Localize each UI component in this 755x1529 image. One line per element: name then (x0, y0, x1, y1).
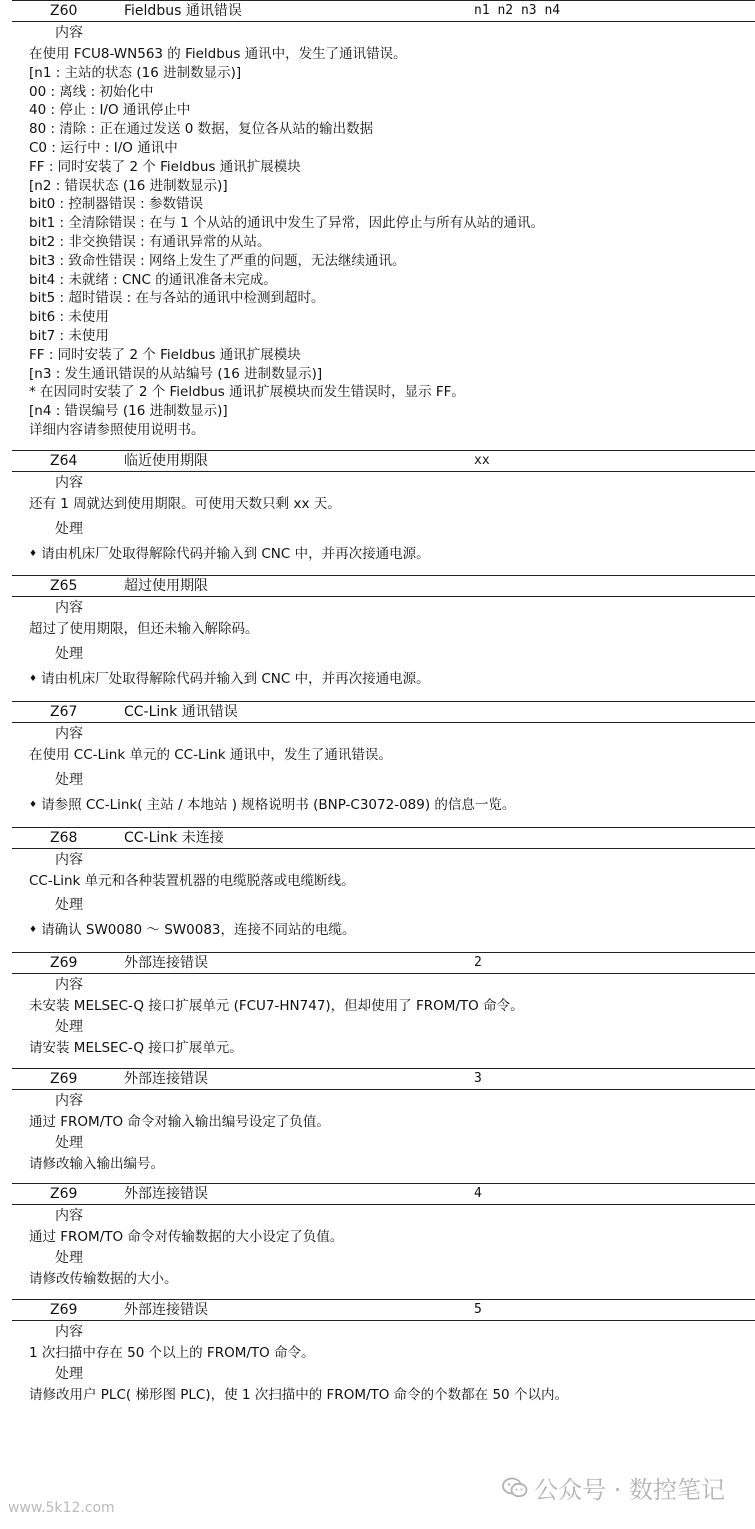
action-label: 处理 (55, 1018, 83, 1035)
action-text: 请修改输入输出编号。 (29, 1155, 164, 1172)
action-label: 处理 (55, 897, 83, 914)
content-label: 内容 (55, 474, 83, 491)
content-text: 在使用 CC-Link 单元的 CC-Link 通讯中，发生了通讯错误。 (29, 746, 392, 763)
action-text: ♦ 请确认 SW0080 ～ SW0083，连接不同站的电缆。 (29, 921, 755, 942)
content-line: [n3 : 发生通讯错误的从站编号 (16 进制数显示)] (29, 365, 323, 382)
content-line: 在使用 FCU8-WN563 的 Fieldbus 通讯中，发生了通讯错误。 (29, 46, 407, 62)
content-label: 内容 (55, 851, 83, 868)
alarm-code: Z69 (50, 1070, 78, 1087)
alarm-header (12, 952, 755, 974)
action-label: 处理 (55, 520, 83, 537)
alarm-header (12, 1068, 755, 1090)
alarm-title: 临近使用期限 (124, 452, 208, 469)
content-text: 超过了使用期限，但还未输入解除码。 (29, 621, 259, 638)
content-text: 还有 1 周就达到使用期限。可使用天数只剩 xx 天。 (29, 495, 341, 512)
action-text: ♦ 请由机床厂处取得解除代码并输入到 CNC 中，并再次接通电源。 (29, 670, 755, 691)
alarm-header (12, 701, 755, 723)
alarm-code: Z65 (50, 578, 78, 595)
alarm-title: Fieldbus 通讯错误 (124, 3, 242, 19)
alarm-params: 5 (474, 1301, 482, 1317)
alarm-header (12, 0, 755, 22)
content-line: [n2 : 错误状态 (16 进制数显示)] (29, 177, 228, 194)
alarm-entry-z68 (0, 827, 755, 953)
content-label: 内容 (55, 1208, 83, 1225)
content-line: [n4 : 错误编号 (16 进制数显示)] (29, 403, 228, 420)
action-text: 请修改传输数据的大小。 (29, 1271, 178, 1288)
alarm-header (12, 1183, 755, 1205)
content-text: 1 次扫描中存在 50 个以上的 FROM/TO 命令。 (29, 1344, 315, 1361)
alarm-code: Z69 (50, 1186, 78, 1203)
content-line: C0 : 运行中 : I/O 通讯中 (29, 139, 178, 156)
action-text: 请安装 MELSEC-Q 接口扩展单元。 (29, 1039, 243, 1056)
alarm-entry-z60 (0, 0, 755, 450)
alarm-params: n1 n2 n3 n4 (474, 3, 561, 18)
content-line: [n1 : 主站的状态 (16 进制数显示)] (29, 64, 242, 81)
alarm-entry-z69-5 (0, 1299, 755, 1405)
watermark (502, 1470, 725, 1505)
content-line: 详细内容请参照使用说明书。 (29, 421, 205, 438)
alarm-title: 外部连接错误 (124, 1186, 208, 1203)
content-label: 内容 (55, 25, 83, 41)
alarm-code: Z64 (50, 452, 78, 469)
content-label: 内容 (55, 600, 83, 617)
alarm-params: 4 (474, 1186, 482, 1202)
alarm-header (12, 575, 755, 597)
alarm-entry-z67 (0, 701, 755, 827)
action-label: 处理 (55, 1134, 83, 1151)
alarm-params: xx (474, 452, 490, 468)
alarm-title: CC-Link 通讯错误 (124, 703, 238, 720)
action-text: ♦ 请由机床厂处取得解除代码并输入到 CNC 中，并再次接通电源。 (29, 545, 755, 566)
alarm-code: Z69 (50, 955, 78, 972)
watermark-text: 公众号 · 数控笔记 (534, 1476, 725, 1504)
action-label: 处理 (55, 1365, 83, 1382)
content-line: 40 : 停止 : I/O 通讯停止中 (29, 102, 191, 119)
content-line: FF : 同时安装了 2 个 Fieldbus 通讯扩展模块 (29, 346, 301, 363)
content-line: bit1 : 全清除错误 : 在与 1 个从站的通讯中发生了异常，因此停止与所有从站的通讯。 (29, 215, 545, 232)
content-line: 00 : 离线 : 初始化中 (29, 83, 154, 100)
content-line: bit4 : 未就绪 : CNC 的通讯准备未完成。 (29, 271, 277, 288)
content-line: bit0 : 控制器错误 : 参数错误 (29, 196, 203, 213)
content-text: 通过 FROM/TO 命令对传输数据的大小设定了负值。 (29, 1229, 344, 1246)
alarm-entry-z69-3 (0, 1068, 755, 1184)
content-label: 内容 (55, 1323, 83, 1340)
content-line: 80 : 清除 : 正在通过发送 0 数据，复位各从站的输出数据 (29, 121, 374, 138)
alarm-code: Z60 (50, 3, 78, 19)
content-label: 内容 (55, 977, 83, 994)
content-text: 通过 FROM/TO 命令对输入输出编号设定了负值。 (29, 1113, 330, 1130)
action-text: ♦ 请参照 CC-Link( 主站 / 本地站 ) 规格说明书 (BNP-C3072-089) 的信息一览。 (29, 796, 755, 817)
content-text: 未安装 MELSEC-Q 接口扩展单元 (FCU7-HN747)，但却使用了 FROM/TO 命令。 (29, 998, 524, 1015)
alarm-header (12, 827, 755, 849)
alarm-params: 2 (474, 955, 482, 971)
action-label: 处理 (55, 1250, 83, 1267)
content-line: bit2 : 非交换错误 : 有通讯异常的从站。 (29, 233, 271, 250)
content-line: bit7 : 未使用 (29, 327, 109, 344)
content-line: bit5 : 超时错误 : 在与各站的通讯中检测到超时。 (29, 290, 325, 307)
alarm-entry-z64 (0, 450, 755, 576)
alarm-title: 外部连接错误 (124, 1301, 208, 1318)
content-line: bit3 : 致命性错误 : 网络上发生了严重的问题，无法继续通讯。 (29, 252, 406, 269)
alarm-title: CC-Link 未连接 (124, 829, 224, 846)
content-text: CC-Link 单元和各种装置机器的电缆脱落或电缆断线。 (29, 872, 355, 889)
alarm-title: 超过使用期限 (124, 578, 208, 595)
alarm-code: Z68 (50, 829, 78, 846)
content-label: 内容 (55, 1092, 83, 1109)
action-label: 处理 (55, 771, 83, 788)
content-line: FF : 同时安装了 2 个 Fieldbus 通讯扩展模块 (29, 158, 301, 175)
action-text: 请修改用户 PLC( 梯形图 PLC)，使 1 次扫描中的 FROM/TO 命令的个数都在 50 个以内。 (29, 1386, 568, 1403)
alarm-header (12, 450, 755, 472)
alarm-header (12, 1299, 755, 1321)
content-line: bit6 : 未使用 (29, 309, 109, 326)
alarm-params: 3 (474, 1070, 482, 1086)
content-line: * 在因同时安装了 2 个 Fieldbus 通讯扩展模块而发生错误时，显示 FF。 (29, 384, 465, 401)
site-watermark: www.5k12.com (8, 1500, 115, 1516)
alarm-entry-z65 (0, 575, 755, 701)
alarm-entry-z69-4 (0, 1183, 755, 1299)
alarm-code: Z69 (50, 1301, 78, 1318)
wechat-icon (502, 1477, 528, 1499)
alarm-title: 外部连接错误 (124, 1070, 208, 1087)
alarm-entry-z69-2 (0, 952, 755, 1068)
alarm-code: Z67 (50, 703, 78, 720)
alarm-title: 外部连接错误 (124, 955, 208, 972)
content-label: 内容 (55, 725, 83, 742)
action-label: 处理 (55, 646, 83, 663)
